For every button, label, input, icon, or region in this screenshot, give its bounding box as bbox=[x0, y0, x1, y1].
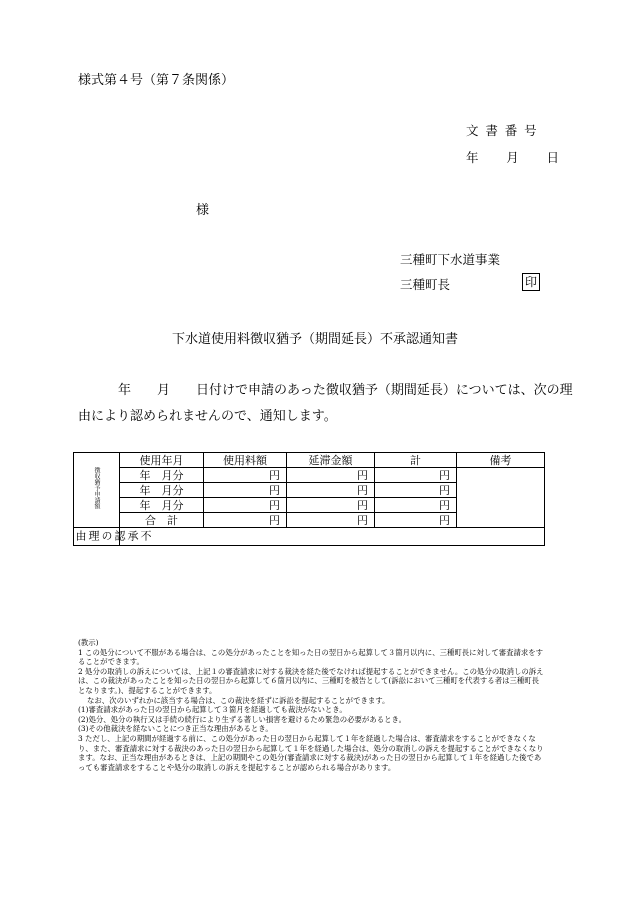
late-fee-total-cell[interactable]: 円 bbox=[287, 513, 375, 528]
note-2: 2 処分の取消しの訴えについては、上記１の審査請求に対する裁決を経た後でなければ提起することができません。この処分の取消しの訴えは、この裁決があったことを知った日の翌日から起算して６箇月以内に、三種町を被告として(訴訟において三種町を代表する者は三種町長となります。)、提起することができます。 bbox=[78, 666, 544, 695]
body-text-line-2: 由により認められませんので、通知します。 bbox=[78, 409, 337, 424]
category-label: 徴収猶予申請額 bbox=[93, 466, 100, 509]
document-number-label: 文書番号 bbox=[466, 123, 544, 138]
table-row bbox=[74, 468, 545, 483]
total-cell[interactable]: 円 bbox=[375, 468, 457, 483]
note-2-item-2: (2)処分、処分の執行又は手続の続行により生ずる著しい損害を避けるため緊急の必要があるとき。 bbox=[78, 714, 406, 724]
category-label-cell bbox=[74, 453, 120, 528]
deferral-amount-table bbox=[73, 452, 545, 546]
total-cell[interactable]: 円 bbox=[375, 483, 457, 498]
col-header-remarks: 備考 bbox=[457, 453, 545, 468]
reason-content-cell[interactable] bbox=[120, 528, 545, 546]
reason-label-cell bbox=[74, 528, 152, 546]
grand-total-cell[interactable]: 円 bbox=[375, 513, 457, 528]
late-fee-cell[interactable]: 円 bbox=[287, 468, 375, 483]
issuer-head: 三種町長 bbox=[400, 277, 451, 292]
remarks-cell[interactable] bbox=[457, 468, 545, 528]
col-header-late-fee: 延滞金額 bbox=[287, 453, 375, 468]
issuer-organization: 三種町下水道事業 bbox=[400, 252, 501, 267]
total-label-cell: 合 計 bbox=[120, 513, 204, 528]
table-header-row bbox=[74, 453, 545, 468]
document-title: 下水道使用料徴収猶予（期間延長）不承認通知書 bbox=[171, 332, 458, 347]
fee-cell[interactable]: 円 bbox=[204, 468, 287, 483]
notes-heading: (教示) bbox=[78, 638, 99, 647]
note-3: 3 ただし、上記の期間が経過する前に、この処分があった日の翌日から起算して１年を経過した場合は、審査請求をすることができなくなり、また、審査請求に対する裁決のあった日の翌日から起算して１年を経過した場合は、処分の取消しの訴えを提起することができなくなります。なお、正当な理由があるときは、上記の期間やこの処分(審査請求に対する裁決)があった日の翌日から起算して１年を経過した後であっても審査請求をすることや処分の取消しの訴えを提起することが認められる場合があります。 bbox=[78, 733, 544, 772]
month-cell[interactable]: 年 月分 bbox=[120, 498, 204, 513]
col-header-total: 計 bbox=[375, 453, 457, 468]
note-2-item-1: (1)審査請求があった日の翌日から起算して３箇月を経過しても裁決がないとき。 bbox=[78, 705, 347, 715]
note-2-item-3: (3)その他裁決を経ないことにつき正当な理由があるとき。 bbox=[78, 724, 273, 734]
total-cell[interactable]: 円 bbox=[375, 498, 457, 513]
seal-box: 印 bbox=[522, 273, 540, 291]
issue-date-line: 年 月 日 bbox=[466, 150, 559, 165]
col-header-fee: 使用料額 bbox=[204, 453, 287, 468]
fee-total-cell[interactable]: 円 bbox=[204, 513, 287, 528]
fee-cell[interactable]: 円 bbox=[204, 498, 287, 513]
month-cell[interactable]: 年 月分 bbox=[120, 483, 204, 498]
addressee-honorific: 様 bbox=[196, 203, 210, 218]
col-header-month: 使用年月 bbox=[120, 453, 204, 468]
reason-label: 不承認の理由 bbox=[74, 529, 152, 541]
note-2-addendum: なお、次のいずれかに該当する場合は、この裁決を経ずに訴訟を提起することができます。 bbox=[87, 695, 390, 705]
reason-row bbox=[74, 528, 545, 546]
body-text-line-1: 年 月 日付けで申請のあった徴収猶予（期間延長）については、次の理 bbox=[118, 383, 573, 398]
note-1: 1 この処分について不服がある場合は、この処分があったことを知った日の翌日から起算して３箇月以内に、三種町長に対して審査請求をすることができます。 bbox=[78, 647, 544, 667]
month-cell[interactable]: 年 月分 bbox=[120, 468, 204, 483]
fee-cell[interactable]: 円 bbox=[204, 483, 287, 498]
late-fee-cell[interactable]: 円 bbox=[287, 483, 375, 498]
instructions-notes bbox=[78, 638, 546, 772]
form-number: 様式第４号（第７条関係） bbox=[78, 73, 235, 88]
late-fee-cell[interactable]: 円 bbox=[287, 498, 375, 513]
